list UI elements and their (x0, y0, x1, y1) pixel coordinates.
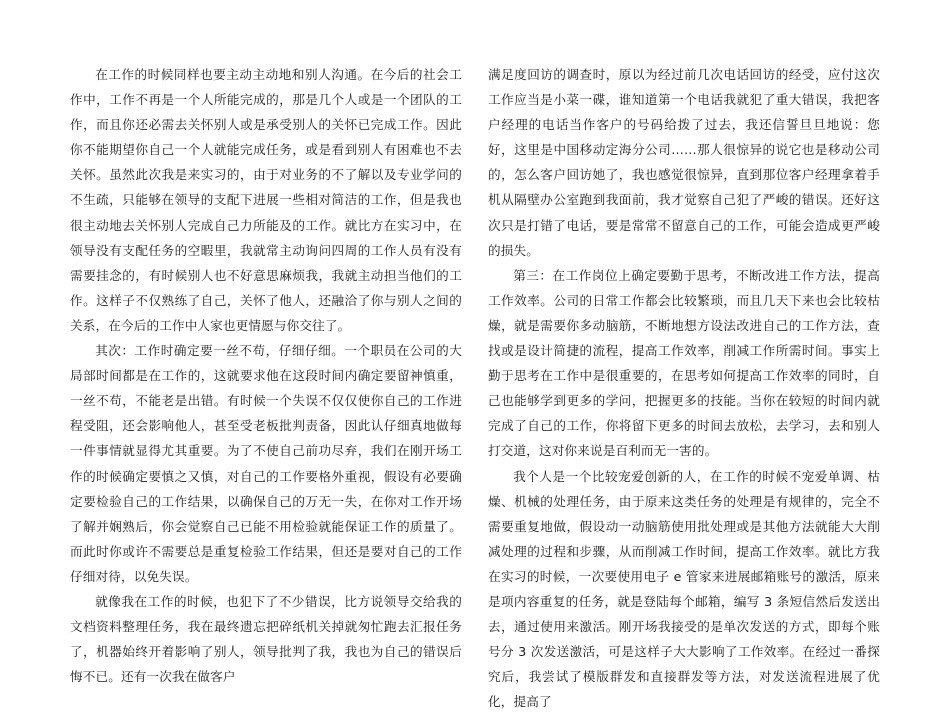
paragraph: 我个人是一个比较宠爱创新的人，在工作的时候不宠爱单调、枯燥、机械的处理任务，由于原来这类任务的处理是有规律的，完全不需要重复地做，假设动一动脑筋使用批处理或是其他方法就能大大削减处理的过程和步骤，从而削减工作时间，提高工作效率。就比方我在实习的时候，一次要使用电子 e 管家来进展邮箱账号的激活，原来是项内容重复的任务，就是登陆每个邮箱，编写 3 条短信然后发送出去，通过使用来激活。刚开场我接受的是单次发送的方式，即每个账号分 3 次发送激活，可是这样子大大影响了工作效率。在经过一番探究后，我尝试了模版群发和直接群发等方法，对发送流程进展了优化，提高了 (488, 464, 880, 714)
paragraph: 在工作的时候同样也要主动主动地和别人沟通。在今后的社会工作中，工作不再是一个人所能完成的，那是几个人或是一个团队的工作，而且你还必需去关怀别人或是承受别人的关怀已完成工作。因此你不能期望你自己一个人就能完成任务，或是看到别人有困难也不去关怀。虽然此次我是来实习的，由于对业务的不了解以及专业学问的不生疏，只能够在领导的支配下进展一些相对简洁的工作，但是我也很主动地去关怀别人完成自己力所能及的工作。就比方在实习中，在领导没有支配任务的空暇里，我就常主动询问四周的工作人员有没有需要挂念的，有时候别人也不好意思麻烦我，我就主动担当他们的工作。这样子不仅熟练了自己，关怀了他人，还融洽了你与别人之间的关系，在今后的工作中人家也更情愿与你交往了。 (70, 62, 462, 338)
paragraph: 就像我在工作的时候，也犯下了不少错误，比方说领导交给我的文档资料整理任务，我在最终遗忘把碎纸机关掉就匆忙跑去汇报任务了，机器始终开着影响了别人，领导批判了我，我也为自己的错误后悔不已。还有一次我在做客户 (70, 589, 462, 689)
paragraph: 其次：工作时确定要一丝不苟，仔细仔细。一个职员在公司的大局部时间都是在工作的，这就要求他在这段时间内确定要留神慎重，一丝不苟，不能老是出错。有时候一个失误不仅仅使你自己的工作进程受阻，还会影响他人，甚至受老板批判责备，因此认仔细真地做每一件事情就显得尤其重要。为了不使自己前功尽弃，我们在刚开场工作的时候确定要慎之又慎，对自己的工作要格外重视，假设有必要确定要检验自己的工作结果，以确保自己的万无一失，在你对工作开场了解并娴熟后，你会觉察自己已能不用检验就能保证工作的质量了。而此时你或许不需要总是重复检验工作结果，但还是要对自己的工作仔细对待，以免失误。 (70, 338, 462, 589)
paragraph: 满足度回访的调查时，原以为经过前几次电话回访的经受，应付这次工作应当是小菜一碟，谁知道第一个电话我就犯了重大错误，我把客户经理的电话当作客户的号码给拨了过去，我还信誓旦旦地说：您好，这里是中国移动定海分公司……那人很惊异的说它也是移动公司的，怎么客户回访她了，我也感觉很惊异，直到那位客户经理拿着手机从隔壁办公室跑到我面前，我才觉察自己犯了严峻的错误。还好这次只是打错了电话，要是常常不留意自己的工作，可能会造成更严峻的损失。 (488, 62, 880, 263)
left-text-column (70, 62, 462, 689)
right-text-column (488, 62, 880, 714)
paragraph: 第三：在工作岗位上确定要勤于思考，不断改进工作方法，提高工作效率。公司的日常工作都会比较繁琐，而且几天下来也会比较枯燥，就是需要你多动脑筋，不断地想方设法改进自己的工作方法，查找或是设计简捷的流程，提高工作效率，削减工作所需时间。事实上勤于思考在工作中是很重要的，在思考如何提高工作效率的同时，自己也能够学到更多的学问，把握更多的技能。当你在较短的时间内就完成了自己的工作，你将留下更多的时间去放松，去学习，去和别人打交道，这对你来说是百利而无一害的。 (488, 263, 880, 464)
